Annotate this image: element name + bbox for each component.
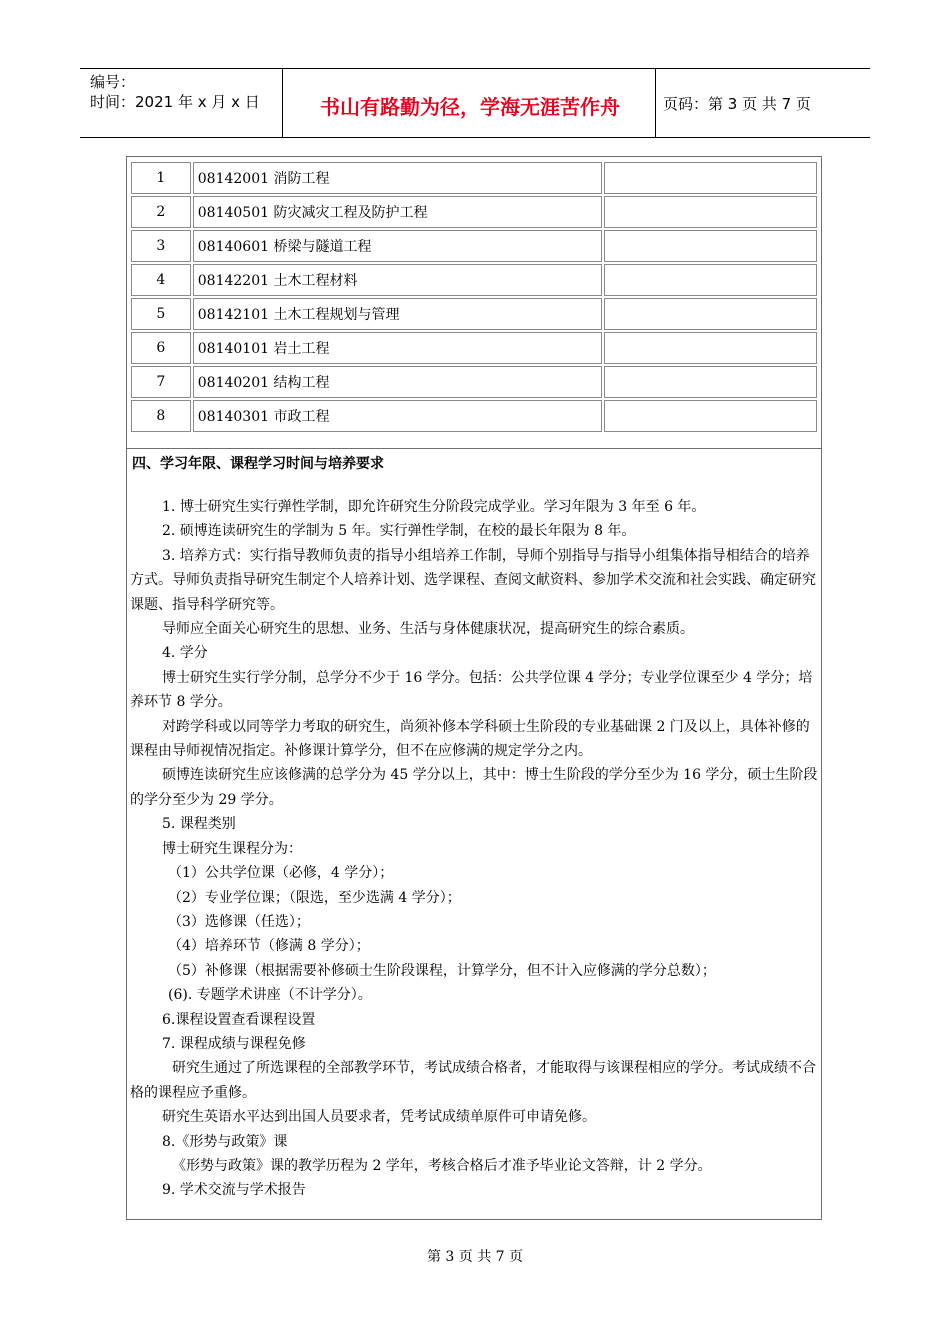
paragraph: 1. 博士研究生实行弹性学制，即允许研究生分阶段完成学业。学习年限为 3 年至 6 年。 bbox=[162, 499, 706, 515]
content-frame bbox=[126, 156, 822, 1220]
table-row bbox=[131, 162, 817, 194]
paragraph: 6.课程设置查看课程设置 bbox=[162, 1011, 316, 1028]
paragraph: 9. 学术交流与学术报告 bbox=[162, 1182, 306, 1199]
list-item: （3）选修课（任选）； bbox=[168, 913, 310, 930]
row-empty-cell bbox=[604, 230, 817, 262]
row-discipline: 08140501 防灾减灾工程及防护工程 bbox=[193, 196, 602, 228]
page-header bbox=[80, 68, 870, 138]
row-discipline: 08140201 结构工程 bbox=[193, 366, 602, 398]
row-discipline: 08142101 土木工程规划与管理 bbox=[193, 298, 602, 330]
list-item: （4）培养环节（修满 8 学分）； bbox=[168, 938, 370, 955]
row-number: 4 bbox=[131, 264, 191, 296]
row-empty-cell bbox=[604, 366, 817, 398]
row-number: 7 bbox=[131, 366, 191, 398]
section-body bbox=[130, 495, 818, 1203]
paragraph: 《形势与政策》课的教学历程为 2 学年，考核合格后才准予毕业论文答辩，计 2 学分。 bbox=[172, 1157, 712, 1174]
row-number: 3 bbox=[131, 230, 191, 262]
list-item: （2）专业学位课；（限选，至少选满 4 学分）； bbox=[168, 889, 461, 906]
paragraph: 博士研究生实行学分制，总学分不少于 16 学分。包括：公共学位课 4 学分；专业学位课至少 4 学分；培养环节 8 学分。 bbox=[130, 669, 813, 711]
row-discipline: 08140101 岩土工程 bbox=[193, 332, 602, 364]
header-divider bbox=[282, 69, 283, 137]
header-motto: 书山有路勤为径，学海无涯苦作舟 bbox=[320, 95, 620, 119]
paragraph: 4. 学分 bbox=[162, 645, 208, 662]
row-empty-cell bbox=[604, 400, 817, 432]
paragraph: 对跨学科或以同等学力考取的研究生，尚须补修本学科硕士生阶段的专业基础课 2 门及以上，具体补修的课程由导师视情况指定。补修课计算学分，但不在应修满的规定学分之内。 bbox=[130, 718, 810, 760]
list-item: （1）公共学位课（必修，4 学分）； bbox=[168, 865, 394, 882]
paragraph: 硕博连读研究生应该修满的总学分为 45 学分以上，其中：博士生阶段的学分至少为 16 学分，硕士生阶段的学分至少为 29 学分。 bbox=[130, 767, 818, 808]
paragraph: 研究生通过了所选课程的全部教学环节，考试成绩合格者，才能取得与该课程相应的学分。考试成绩不合格的课程应予重修。 bbox=[130, 1060, 816, 1101]
header-divider bbox=[655, 69, 656, 137]
discipline-table bbox=[129, 160, 819, 434]
row-discipline: 08140601 桥梁与隧道工程 bbox=[193, 230, 602, 262]
row-number: 2 bbox=[131, 196, 191, 228]
table-row bbox=[131, 230, 817, 262]
table-row bbox=[131, 400, 817, 432]
paragraph: 8.《形势与政策》课 bbox=[162, 1133, 288, 1150]
list-item: (6). 专题学术讲座（不计学分）。 bbox=[168, 987, 372, 1004]
row-discipline: 08140301 市政工程 bbox=[193, 400, 602, 432]
table-row bbox=[131, 264, 817, 296]
row-discipline: 08142001 消防工程 bbox=[193, 162, 602, 194]
paragraph: 博士研究生课程分为： bbox=[162, 840, 302, 857]
header-page-code: 页码：第 3 页 共 7 页 bbox=[663, 95, 811, 113]
paragraph: 导师应全面关心研究生的思想、业务、生活与身体健康状况，提高研究生的综合素质。 bbox=[162, 621, 694, 638]
paragraph: 研究生英语水平达到出国人员要求者，凭考试成绩单原件可申请免修。 bbox=[162, 1109, 596, 1126]
paragraph: 5. 课程类别 bbox=[162, 816, 236, 833]
row-discipline: 08142201 土木工程材料 bbox=[193, 264, 602, 296]
list-item: （5）补修课（根据需要补修硕士生阶段课程，计算学分，但不计入应修满的学分总数）； bbox=[168, 962, 716, 979]
table-row bbox=[131, 196, 817, 228]
paragraph: 7. 课程成绩与课程免修 bbox=[162, 1035, 306, 1052]
row-empty-cell bbox=[604, 196, 817, 228]
row-empty-cell bbox=[604, 332, 817, 364]
row-empty-cell bbox=[604, 162, 817, 194]
row-number: 5 bbox=[131, 298, 191, 330]
table-row bbox=[131, 298, 817, 330]
time-label: 时间：2021 年 x 月 x 日 bbox=[90, 93, 260, 111]
header-meta bbox=[90, 72, 280, 112]
row-number: 1 bbox=[131, 162, 191, 194]
row-empty-cell bbox=[604, 264, 817, 296]
number-label: 编号： bbox=[90, 73, 136, 91]
row-empty-cell bbox=[604, 298, 817, 330]
section-divider bbox=[127, 448, 821, 449]
paragraph: 2. 硕博连读研究生的学制为 5 年。实行弹性学制，在校的最长年限为 8 年。 bbox=[162, 523, 636, 540]
table-row bbox=[131, 332, 817, 364]
section-heading: 四、学习年限、课程学习时间与培养要求 bbox=[132, 456, 384, 472]
row-number: 6 bbox=[131, 332, 191, 364]
page-footer: 第 3 页 共 7 页 bbox=[426, 1249, 524, 1265]
paragraph: 3. 培养方式：实行指导教师负责的指导小组培养工作制，导师个别指导与指导小组集体指导相结合的培养方式。导师负责指导研究生制定个人培养计划、选学课程、查阅文献资料、参加学术交流和社会实践、确定研究课题、指导科学研究等。 bbox=[130, 547, 816, 613]
table-row bbox=[131, 366, 817, 398]
row-number: 8 bbox=[131, 400, 191, 432]
